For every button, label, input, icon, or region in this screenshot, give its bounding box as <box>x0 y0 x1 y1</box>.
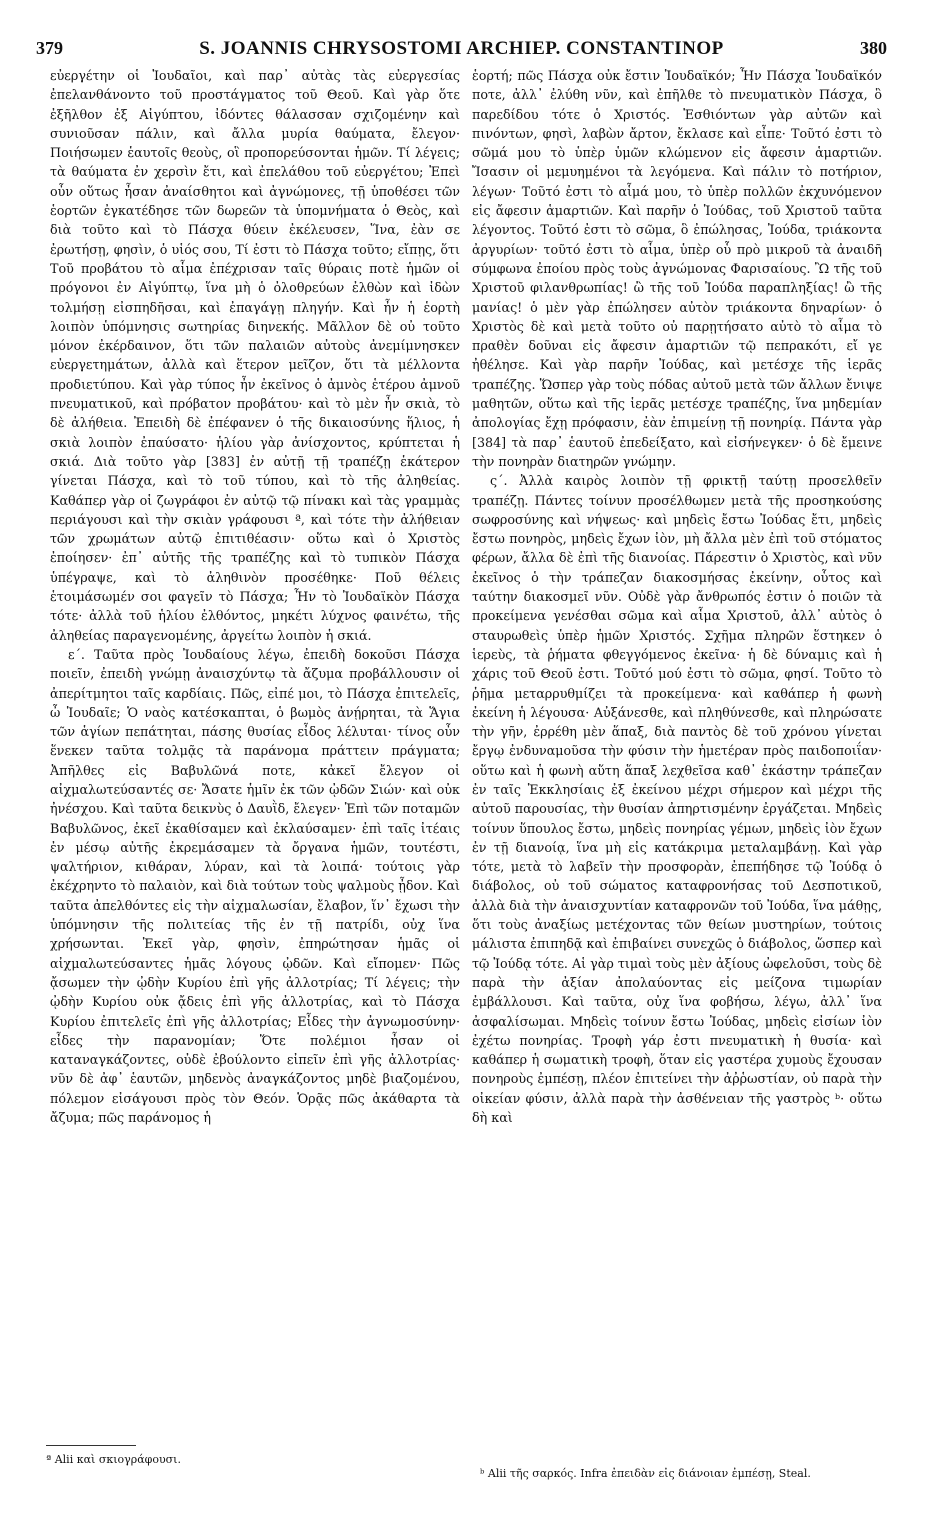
right-paragraph-2: ς΄. Ἀλλὰ καιρὸς λοιπὸν τῇ φρικτῇ ταύτῃ προσελθεῖν τραπέζῃ. Πάντες τοίνυν προσέλθωμεν μετὰ τῆς προσηκούσης σωφροσύνης καὶ νήψεως· καὶ μηδεὶς ἔστω Ἰούδας ἔτι, μηδεὶς ἔστω πονηρὸς, μηδεὶς ἔχων ἰὸν, μὴ ἄλλα μὲν ἐπὶ τοῦ στόματος φέρων, ἄλλα δὲ ἐπὶ τῆς διανοίας. Πάρεστιν ὁ Χριστὸς, καὶ νῦν ἐκεῖνος ὁ τὴν τράπεζαν διακοσμήσας ἐκείνην, οὗτος καὶ ταύτην διακοσμεῖ νῦν. Οὐδὲ γὰρ ἄνθρωπός ἐστιν ὁ ποιῶν τὰ προκείμενα γενέσθαι σῶμα καὶ αἷμα Χριστοῦ, ἀλλ᾽ αὐτὸς ὁ σταυρωθεὶς ὑπὲρ ἡμῶν Χριστός. Σχῆμα πληρῶν ἕστηκεν ὁ ἱερεὺς, τὰ ῥήματα φθεγγόμενος ἐκεῖνα· ἡ δὲ δύναμις καὶ ἡ χάρις τοῦ Θεοῦ ἐστι. Τοῦτό μού ἐστι τὸ σῶμα, φησί. Τοῦτο τὸ ῥῆμα μεταρρυθμίζει τὰ προκείμενα· καὶ καθάπερ ἡ φωνὴ ἐκείνη ἡ λέγουσα· Αὐξάνεσθε, καὶ πληθύνεσθε, καὶ πληρώσατε τὴν γῆν, ἐρρέθη μὲν ἅπαξ, διὰ παντὸς δὲ τοῦ χρόνου γίνεται ἔργῳ ἐνδυναμοῦσα τὴν φύσιν τὴν ἡμετέραν πρὸς παιδοποιΐαν· οὕτω καὶ ἡ φωνὴ αὕτη ἅπαξ λεχθεῖσα καθ᾽ ἑκάστην τράπεζαν ἐν ταῖς Ἐκκλησίαις ἐξ ἐκείνου μέχρι σήμερον καὶ μέχρι τῆς αὐτοῦ παρουσίας, τὴν θυσίαν ἀπηρτισμένην ἐργάζεται. Μηδεὶς τοίνυν ὕπουλος ἔστω, μηδεὶς πονηρίας γέμων, μηδεὶς ἰὸν ἔχων ἐν τῇ διανοίᾳ, ἵνα μὴ εἰς κατάκριμα μεταλαμβάνῃ. Καὶ γὰρ τότε, μετὰ τὸ λαβεῖν τὴν προσφορὰν, ἐπεπήδησε τῷ Ἰούδᾳ ὁ διάβολος, οὐ τοῦ σώματος καταφρονήσας τοῦ Δεσποτικοῦ, ἀλλὰ διὰ τὴν ἀναισχυντίαν καταφρονῶν τοῦ Ἰούδα, ἵνα μάθῃς, ὅτι τοὺς ἀναξίως μετέχοντας τῶν θείων μυστηρίων, τούτοις μάλιστα ἐπιπηδᾷ καὶ ἐπιβαίνει συνεχῶς ὁ διάβολος, ὥσπερ καὶ τῷ Ἰούδᾳ τότε. Αἱ γὰρ τιμαὶ τοὺς μὲν ἀξίους ὠφελοῦσι, τοὺς δὲ παρὰ τὴν ἀξίαν ἀπολαύοντας εἰς μείζονα τιμωρίαν ἐμβάλλουσι. Καὶ ταῦτα, οὐχ ἵνα φοβήσω, λέγω, ἀλλ᾽ ἵνα ἀσφαλίσωμαι. Μηδεὶς τοίνυν ἔστω Ἰούδας, μηδεὶς εἰσίων ἰὸν ἐχέτω πονηρίας. Τροφὴ γάρ ἐστι πνευματικὴ ἡ θυσία· καὶ καθάπερ ἡ σωματικὴ τροφὴ, ὅταν εἰς γαστέρα χυμοὺς ἔχουσαν πονηροὺς ἐμπέσῃ, πλέον ἐπιτείνει τὴν ἀῤῥωστίαν, οὐ παρὰ τὴν οἰκείαν φύσιν, ἀλλὰ παρὰ τὴν ἀσθένειαν τῆς γαστρὸς ᵇ· οὕτω δὴ καὶ <box>472 473 882 1126</box>
page-number-right: 380 <box>860 38 887 58</box>
right-paragraph-1: ἑορτή; πῶς Πάσχα οὐκ ἔστιν Ἰουδαϊκόν; Ἦν Πάσχα Ἰουδαϊκόν ποτε, ἀλλ᾽ ἐλύθη νῦν, καὶ ἐπῆλθε τὸ πνευματικὸν Πάσχα, ὃ παρεδίδου τότε ὁ Χριστός. Ἐσθιόντων γὰρ αὐτῶν καὶ πινόντων, φησὶ, λαβὼν ἄρτον, ἔκλασε καὶ εἶπε· Τοῦτό ἐστι τὸ σῶμά μου τὸ ὑπὲρ ὑμῶν κλώμενον εἰς ἄφεσιν ἁμαρτιῶν. Ἴσασιν οἱ μεμυημένοι τὰ λεγόμενα. Καὶ πάλιν τὸ ποτήριον, λέγων· Τοῦτό ἐστι τὸ αἷμά μου, τὸ ὑπὲρ πολλῶν ἐκχυνόμενον εἰς ἄφεσιν ἁμαρτιῶν. Καὶ παρῆν ὁ Ἰούδας, τοῦ Χριστοῦ ταῦτα λέγοντος. Τοῦτό ἐστι τὸ σῶμα, ὃ ἐπώλησας, Ἰούδα, τριάκοντα ἀργυρίων· τοῦτό ἐστι τὸ αἷμα, ὑπὲρ οὗ πρὸ μικροῦ τὰ ἀναιδῆ σύμφωνα ἐποίου πρὸς τοὺς ἀγνώμονας Φαρισαίους. Ὢ τῆς τοῦ Χριστοῦ φιλανθρωπίας! ὢ τῆς τοῦ Ἰούδα παραπληξίας! ὢ τῆς μανίας! ὁ μὲν γὰρ ἐπώλησεν αὐτὸν τριάκοντα δηναρίων· ὁ Χριστὸς δὲ καὶ μετὰ τοῦτο οὐ παρῃτήσατο αὐτὸ τὸ αἷμα τὸ πραθὲν δοῦναι εἰς ἄφεσιν ἁμαρτιῶν τῷ πεπρακότι, εἴ γε ἠθέλησε. Καὶ γὰρ παρῆν Ἰούδας, καὶ μετέσχε τῆς ἱερᾶς τραπέζης. Ὥσπερ γὰρ τοὺς πόδας αὐτοῦ μετὰ τῶν ἄλλων ἔνιψε μαθητῶν, οὕτω καὶ τῆς ἱερᾶς μετέσχε τραπέζης, ἵνα μηδεμίαν ἀπολογίας ἔχῃ πρόφασιν, ἐὰν ἐπιμείνῃ τῇ πονηρίᾳ. Πάντα γὰρ [384] τὰ παρ᾽ ἑαυτοῦ ἐπεδείξατο, καὶ εἰσήνεγκεν· ὁ δὲ ἔμεινε τὴν πονηρὰν διατηρῶν γνώμην. <box>472 68 882 469</box>
left-paragraph-1: εὐεργέτην οἱ Ἰουδαῖοι, καὶ παρ᾽ αὐτὰς τὰς εὐεργεσίας ἐπελανθάνοντο τοῦ προστάγματος τοῦ Θεοῦ. Καὶ γὰρ ὅτε ἐξῆλθον ἐξ Αἰγύπτου, ἰδόντες θάλασσαν σχιζομένην καὶ συνιοῦσαν πάλιν, καὶ ἄλλα μυρία θαύματα, ἔλεγον· Ποιήσωμεν ἑαυτοῖς θεοὺς, οἳ προπορεύσονται ἡμῶν. Τί λέγεις; τὰ θαύματα ἐν χερσὶν ἔτι, καὶ ἐπελάθου τοῦ εὐεργέτου; Ἐπεὶ οὖν οὕτως ἦσαν ἀναίσθητοι καὶ ἀγνώμονες, τῇ ὑποθέσει τῶν ἑορτῶν ἐγκατέδησε τῶν δωρεῶν τὰ ὑπομνήματα ὁ Θεὸς, καὶ διὰ τοῦτο καὶ τὸ Πάσχα θύειν ἐκέλευσεν, Ἵνα, ἐὰν σε ἐρωτήσῃ, φησὶν, ὁ υἱός σου, Τί ἐστι τὸ Πάσχα τοῦτο; εἴπῃς, ὅτι Τοῦ προβάτου τὸ αἷμα ἐπέχρισαν ταῖς θύραις ποτὲ ἡμῶν οἱ πρόγονοι ἐν Αἰγύπτῳ, ἵνα μὴ ὁ ὀλοθρεύων ἐλθὼν καὶ ἰδὼν τολμήσῃ εἰσπηδῆσαι, καὶ ἐπαγάγῃ πληγήν. Καὶ ἦν ἡ ἑορτὴ λοιπὸν ὑπόμνησις σωτηρίας διηνεκής. Μᾶλλον δὲ οὐ τοῦτο μόνον ἐκέρδαινον, ὅτι τῶν παλαιῶν αὐτοὺς ἀνεμίμνησκεν εὐεργετημάτων, ἀλλὰ καὶ ἕτερον μεῖζον, ὅτι τὰ μέλλοντα προδιετύπου. Καὶ γὰρ τύπος ἦν ἐκεῖνος ὁ ἀμνὸς ἑτέρου ἀμνοῦ πνευματικοῦ, καὶ πρόβατον προβάτου· καὶ τὸ μὲν ἦν σκιὰ, τὸ δὲ ἀλήθεια. Ἐπειδὴ δὲ ἐπέφανεν ὁ τῆς δικαιοσύνης ἥλιος, ἡ σκιὰ λοιπὸν ἐπαύσατο· ἡλίου γὰρ ἀνίσχοντος, κρύπτεται ἡ σκιά. Διὰ τοῦτο γὰρ [383] ἐν αὐτῇ τῇ τραπέζῃ ἑκάτερον γίνεται Πάσχα, καὶ τὸ τοῦ τύπου, καὶ τὸ τῆς ἀληθείας. Καθάπερ γὰρ οἱ ζωγράφοι ἐν αὐτῷ τῷ πίνακι καὶ τὰς γραμμὰς περιάγουσι καὶ τὴν σκιὰν γράφουσι ª, καὶ τότε τὴν ἀλήθειαν τῶν χρωμάτων αὐτῷ ἐπιτιθέασιν· οὕτω καὶ ὁ Χριστὸς ἐποίησεν· ἐπ᾽ αὐτῆς τῆς τραπέζης καὶ τὸ τυπικὸν Πάσχα ὑπέγραψε, καὶ τὸ ἀληθινὸν προσέθηκε· Ποῦ θέλεις ἑτοιμάσωμέν σοι φαγεῖν τὸ Πάσχα; Ἦν τὸ Ἰουδαϊκὸν Πάσχα τότε· ἀλλὰ τοῦ ἡλίου ἐλθόντος, μηκέτι λύχνος φαινέτω, τῆς ἀληθείας παραγενομένης, ἀργείτω λοιπὸν ἡ σκιά. <box>50 68 460 643</box>
footnote-left: ª Alii καὶ σκιογράφουσι. <box>46 1453 181 1466</box>
left-column <box>50 66 460 1127</box>
page-number-left: 379 <box>36 38 63 58</box>
left-paragraph-2: ε΄. Ταῦτα πρὸς Ἰουδαίους λέγω, ἐπειδὴ δοκοῦσι Πάσχα ποιεῖν, ἐπειδὴ γνώμῃ ἀναισχύντῳ τὰ ἄζυμα προβάλλουσιν οἱ ἀπερίτμητοι ταῖς καρδίαις. Πῶς, εἰπέ μοι, τὸ Πάσχα ἐπιτελεῖς, ὦ Ἰουδαῖε; Ὁ ναὸς κατέσκαπται, ὁ βωμὸς ἀνῄρηται, τὰ Ἅγια τῶν ἁγίων πεπάτηται, πάσης θυσίας εἶδος λέλυται· τίνος οὖν ἕνεκεν ταῦτα τολμᾷς τὰ παράνομα πράττειν πράγματα; Ἀπῆλθες εἰς Βαβυλῶνά ποτε, κἀκεῖ ἔλεγον οἱ αἰχμαλωτεύσαντές σε· Ἄσατε ἡμῖν ἐκ τῶν ᾠδῶν Σιών· καὶ οὐκ ἠνέσχου. Καὶ ταῦτα δεικνὺς ὁ Δαυῒδ, ἔλεγεν· Ἐπὶ τῶν ποταμῶν Βαβυλῶνος, ἐκεῖ ἐκαθίσαμεν καὶ ἐκλαύσαμεν· ἐπὶ ταῖς ἰτέαις ἐν μέσῳ αὐτῆς ἐκρεμάσαμεν τὰ ὄργανα ἡμῶν, τουτέστι, ψαλτήριον, κιθάραν, λύραν, καὶ τὰ λοιπά· τούτοις γὰρ ἐκέχρηντο τὸ παλαιὸν, καὶ διὰ τούτων τοὺς ψαλμοὺς ᾖδον. Καὶ ταῦτα ἀπελθόντες εἰς τὴν αἰχμαλωσίαν, ἔλαβον, ἵν᾽ ἔχωσι τὴν ὑπόμνησιν τῆς πολιτείας τῆς ἐν τῇ πατρίδι, οὐχ ἵνα χρήσωνται. Ἐκεῖ γὰρ, φησὶν, ἐπηρώτησαν ἡμᾶς οἱ αἰχμαλωτεύσαντες ἡμᾶς λόγους ᾠδῶν. Καὶ εἴπομεν· Πῶς ᾄσωμεν τὴν ᾠδὴν Κυρίου ἐπὶ γῆς ἀλλοτρίας; Τί λέγεις; τὴν ᾠδὴν Κυρίου οὐκ ᾄδεις ἐπὶ γῆς ἀλλοτρίας, καὶ τὸ Πάσχα Κυρίου ἐπιτελεῖς ἐπὶ γῆς ἀλλοτρίας; Εἶδες τὴν ἀγνωμοσύνην· εἶδες τὴν παρανομίαν; Ὅτε πολέμιοι ἦσαν οἱ καταναγκάζοντες, οὐδὲ ἐβούλοντο εἰπεῖν ἐπὶ γῆς ἀλλοτρίας· νῦν δὲ ἀφ᾽ ἑαυτῶν, μηδενὸς ἀναγκάζοντος μηδὲ βιαζομένου, πόλεμον εἰσάγουσι πρὸς τὸν Θεόν. Ὁρᾷς πῶς ἀκάθαρτα τὰ ἄζυμα; πῶς παράνομος ἡ <box>50 646 460 1126</box>
right-column <box>472 66 882 1127</box>
running-title: S. JOANNIS CHRYSOSTOMI ARCHIEP. CONSTANTINOP <box>199 38 724 59</box>
page-header <box>36 38 887 66</box>
footnote-right: ᵇ Alii τῆς σαρκός. Infra ἐπειδὰν εἰς διάνοιαν ἐμπέσῃ, Steal. <box>480 1467 811 1480</box>
footnote-rule-left <box>46 1445 136 1446</box>
